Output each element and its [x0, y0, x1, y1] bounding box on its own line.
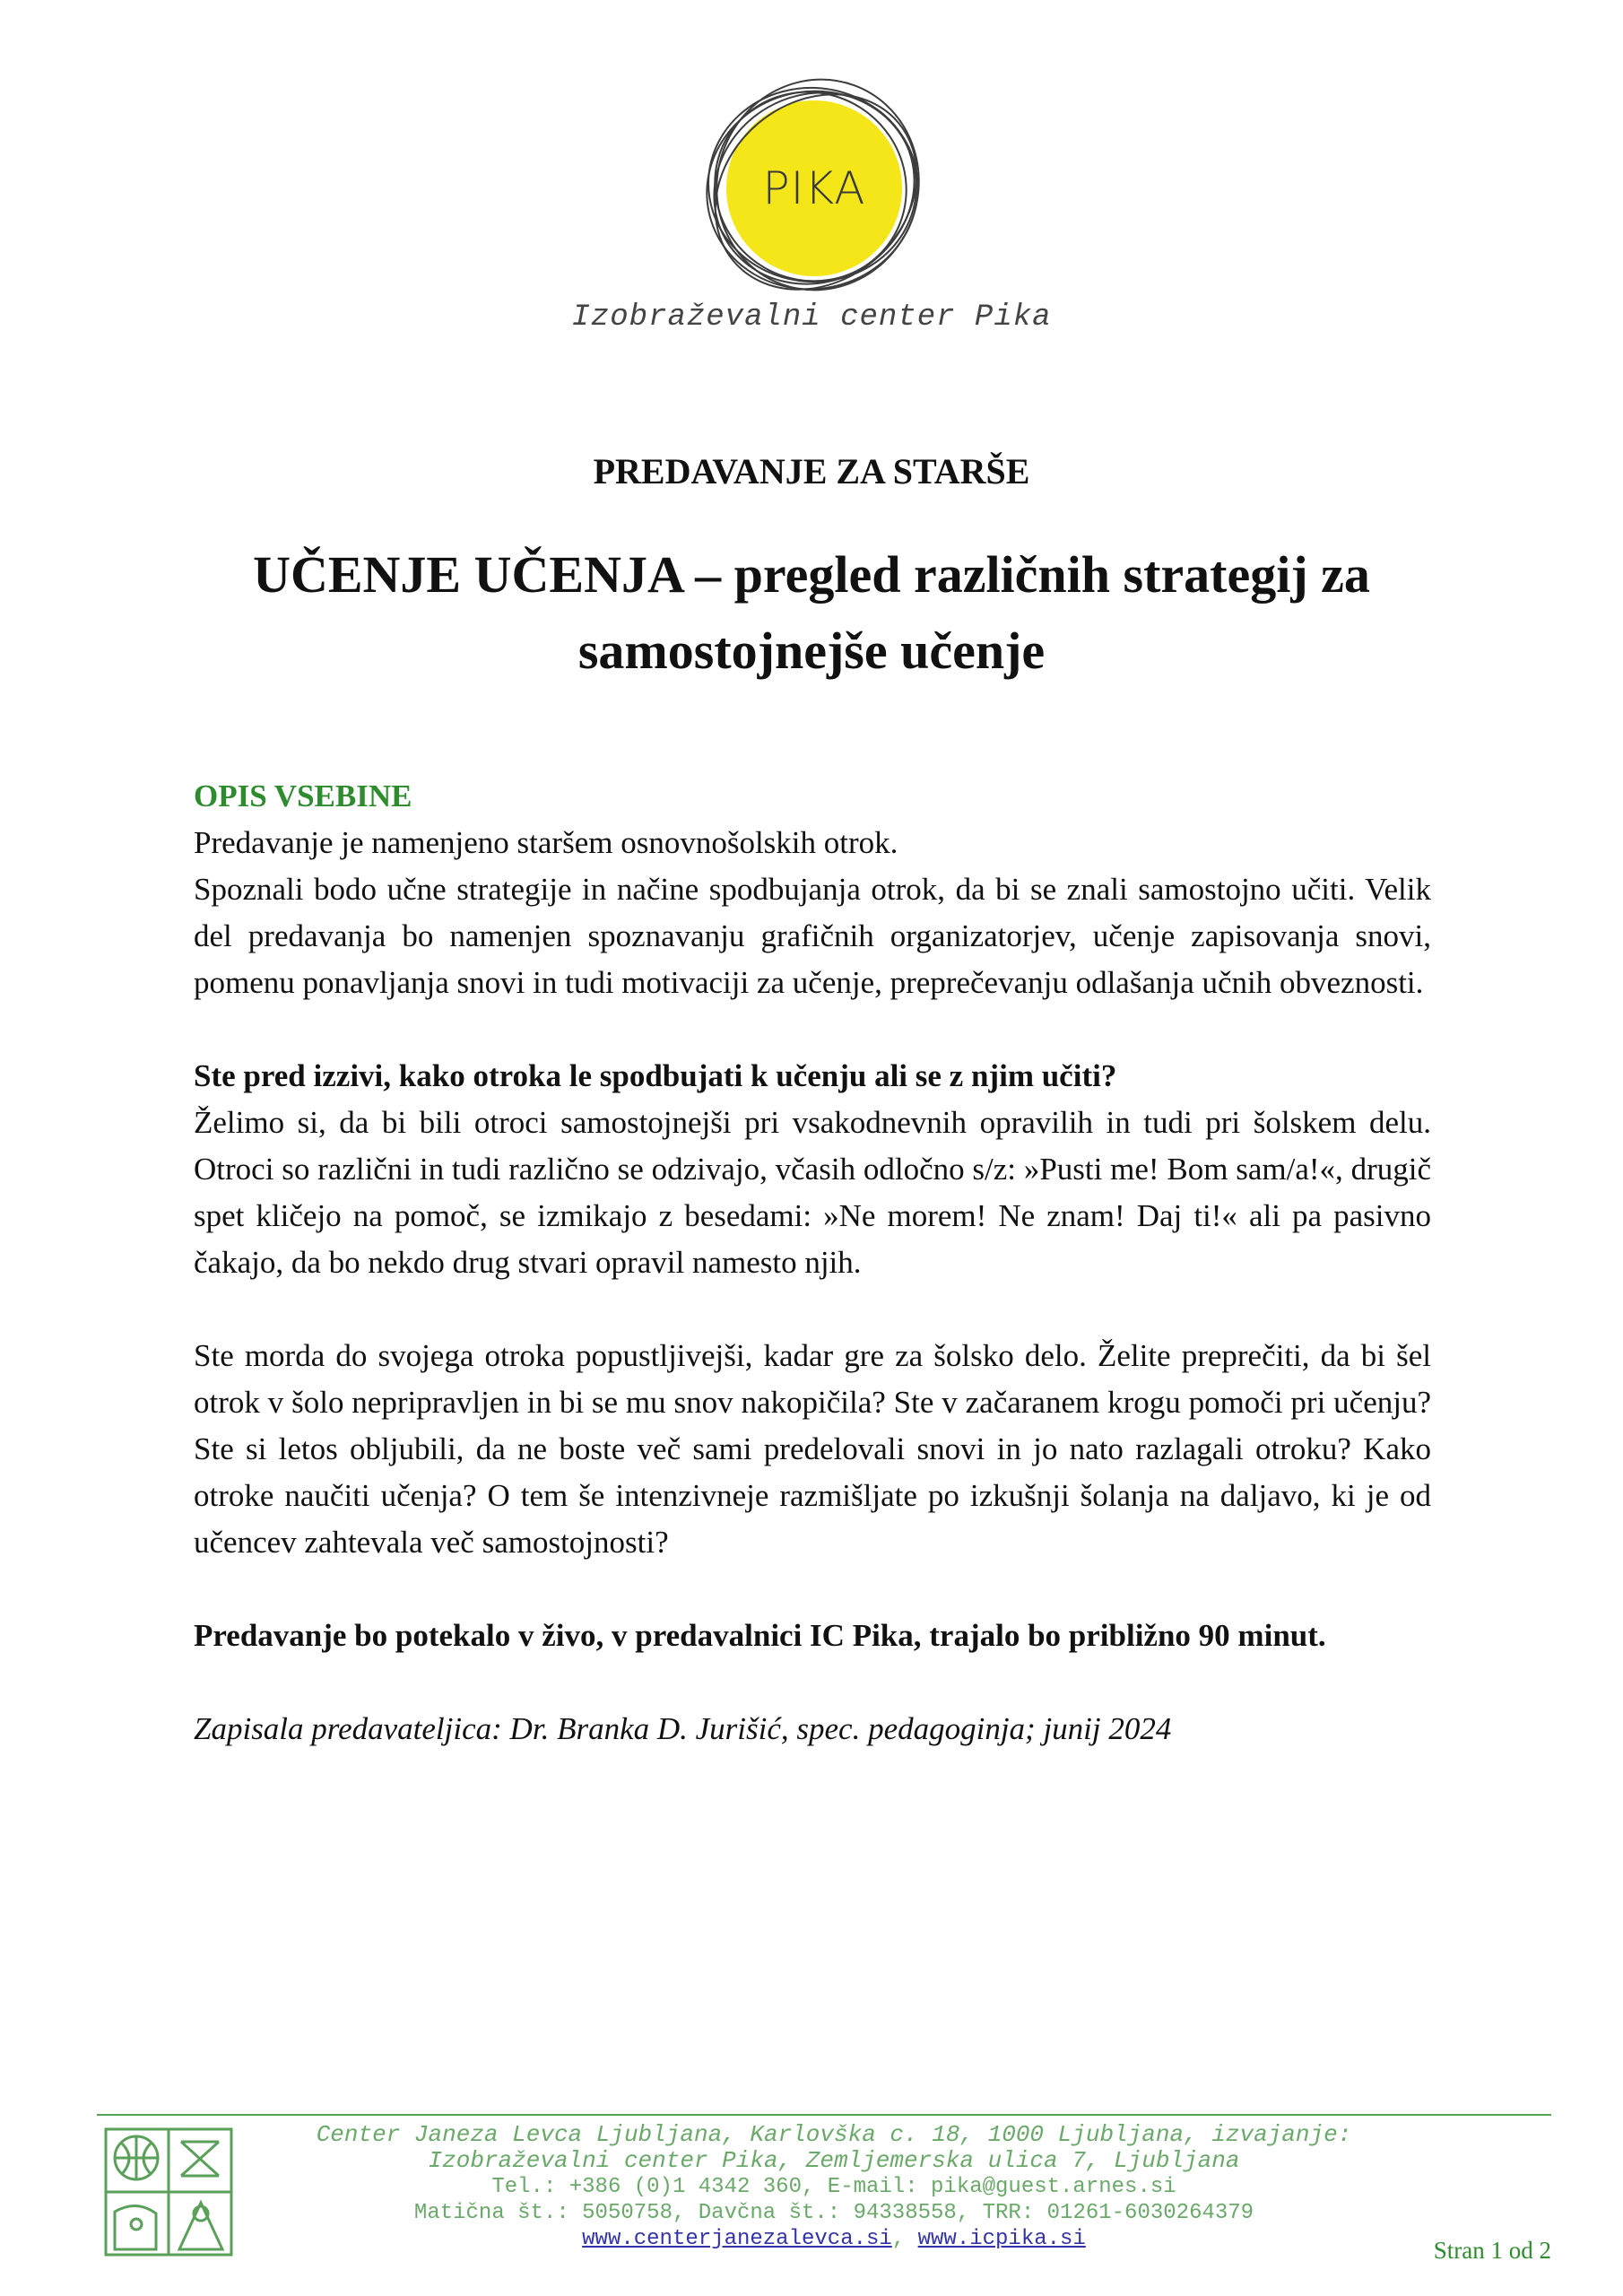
title-line-2: samostojnejše učenje: [577, 622, 1046, 680]
author-signature: Zapisala predavateljica: Dr. Branka D. Jurišić, spec. pedagoginja; junij 2024: [194, 1711, 1172, 1746]
link-separator: ,: [891, 2227, 918, 2251]
spacer: [194, 1286, 1431, 1333]
link-centerjanezalevca[interactable]: www.centerjanezalevca.si: [582, 2227, 892, 2251]
center-tagline: Izobraževalni center Pika: [571, 300, 1052, 335]
center-janeza-levca-logo: [100, 2124, 237, 2260]
title-line-1: UČENJE UČENJA – pregled različnih strategij za: [253, 545, 1370, 604]
spacer: [194, 1566, 1431, 1613]
parents-paragraph: Ste morda do svojega otroka popustljivejši, kadar gre za šolsko delo. Želite preprečiti, da bi šel otrok v šolo nepripravljen in bi se mu snov nakopičila? Ste v začaranem krogu pomoči pri učenju? Ste si letos obljubili, da ne boste več sami predelovali snovi in jo nato razlagali otroku? Kako otroke naučiti učenja? O tem še intenzivneje razmišljate po izkušnji šolanja na daljavo, ki je od učencev zahtevala več samostojnosti?: [194, 1338, 1431, 1560]
footer-line-1: Center Janeza Levca Ljubljana, Karlovška c. 18, 1000 Ljubljana, izvajanje:: [316, 2121, 1352, 2148]
kicker-heading: PREDAVANJE ZA STARŠE: [593, 451, 1030, 491]
footer-line-4: Matična št.: 5050758, Davčna št.: 94338558, TRR: 01261-6030264379: [413, 2201, 1254, 2225]
spacer: [194, 1006, 1431, 1053]
logo-text: PIKA: [762, 162, 866, 214]
challenge-question: Ste pred izzivi, kako otroka le spodbujati k učenju ali se z njim učiti?: [194, 1058, 1117, 1093]
footer-divider: [97, 2114, 1551, 2116]
footer-links: [251, 2226, 1417, 2252]
page-number: Stran 1 od 2: [1433, 2237, 1551, 2264]
spacer: [194, 1659, 1431, 1706]
intro-paragraph: Predavanje je namenjeno staršem osnovnošolskih otrok.: [194, 825, 898, 860]
footer-line-3: Tel.: +386 (0)1 4342 360, E-mail: pika@guest.arnes.si: [491, 2175, 1176, 2199]
link-icpika[interactable]: www.icpika.si: [917, 2227, 1086, 2251]
pika-logo: [699, 74, 929, 303]
strategies-paragraph: Spoznali bodo učne strategije in načine spodbujanja otrok, da bi se znali samostojno učiti. Velik del predavanja bo namenjen spoznavanju grafičnih organizatorjev, učenje zapisovanja snovi, pomenu ponavljanja snovi in tudi motivaciji za učenje, preprečevanju odlašanja učnih obveznosti.: [194, 872, 1431, 1000]
footer-line-2: Izobraževalni center Pika, Zemljemerska ulica 7, Ljubljana: [428, 2147, 1240, 2174]
footer-contact: [251, 2122, 1417, 2252]
content-body: [194, 773, 1431, 1752]
section-heading: OPIS VSEBINE: [194, 778, 412, 813]
children-paragraph: Želimo si, da bi bili otroci samostojnejši pri vsakodnevnih opravilih in tudi pri šolskem delu. Otroci so različni in tudi različno se odzivajo, včasih odločno s/z: »Pusti me! Bom sam/a!«, drugič spet kličejo na pomoč, se izmikajo z besedami: »Ne morem! Ne znam! Daj ti!« ali pa pasivno čakajo, da bo nekdo drug stvari opravil namesto njih.: [194, 1105, 1431, 1280]
lecture-info: Predavanje bo potekalo v živo, v predavalnici IC Pika, trajalo bo približno 90 minut.: [194, 1618, 1326, 1653]
document-title: [161, 536, 1462, 689]
footer-logo-icon: [100, 2124, 237, 2260]
